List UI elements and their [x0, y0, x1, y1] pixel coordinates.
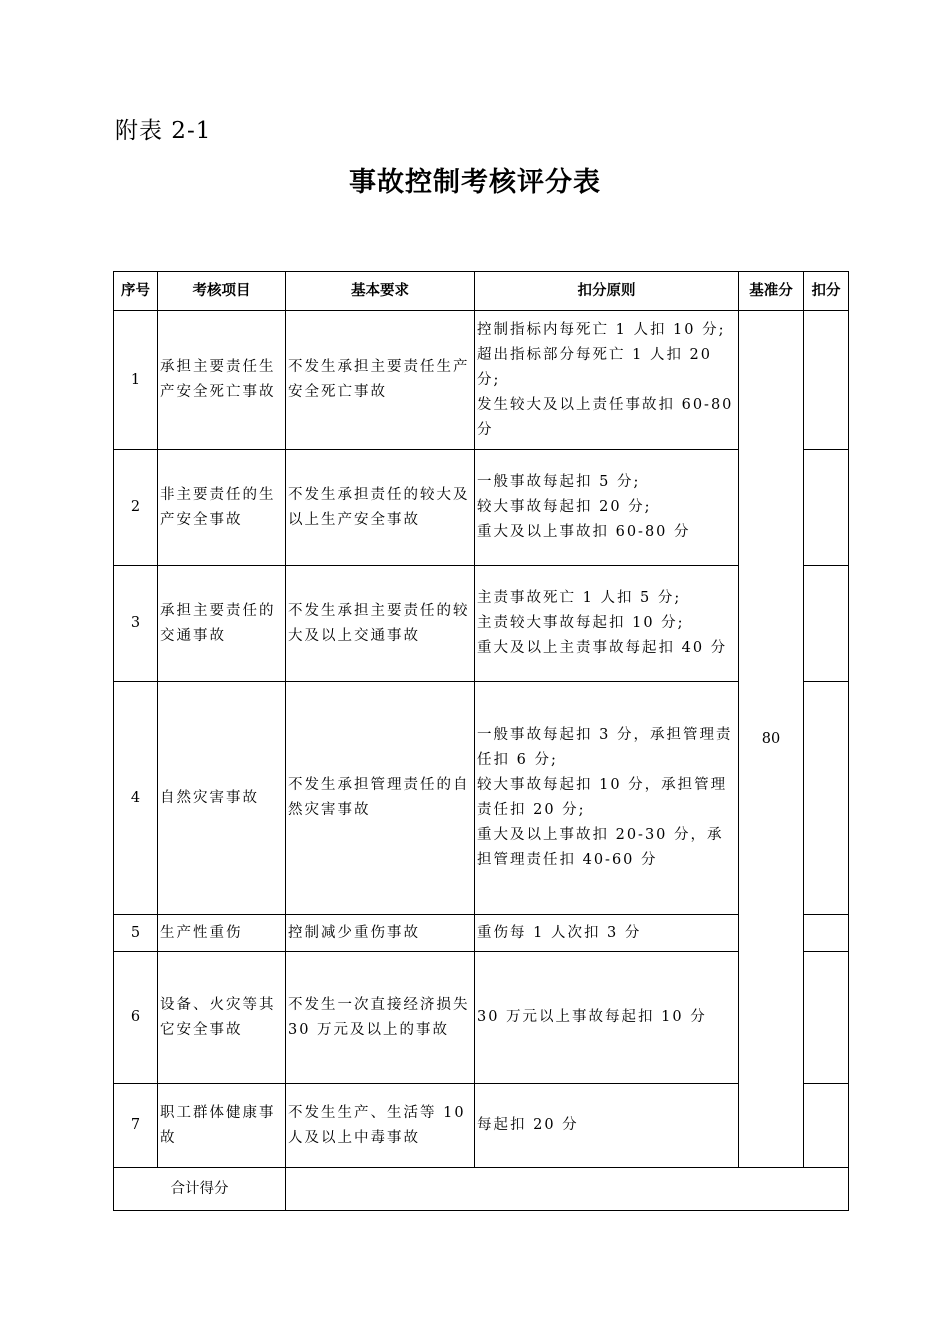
deduction-cell[interactable]	[804, 682, 849, 915]
rule-line: 超出指标部分每死亡 1 人扣 20 分;	[477, 346, 713, 388]
rule-line: 重大及以上事故扣 20-30 分，承担管理责任扣 40-60 分	[477, 827, 724, 868]
rule-line: 控制指标内每死亡 1 人扣 10 分;	[477, 321, 726, 338]
scoring-table	[113, 271, 849, 1211]
row-seq: 1	[114, 311, 158, 450]
table-row	[114, 915, 849, 952]
row-rules	[475, 1084, 739, 1168]
total-row	[114, 1168, 849, 1211]
header-requirement: 基本要求	[286, 272, 475, 311]
table-row	[114, 450, 849, 566]
row-requirement: 不发生承担主要责任生产安全死亡事故	[286, 311, 475, 450]
row-item: 非主要责任的生产安全事故	[158, 450, 286, 566]
header-deduction: 扣分	[804, 272, 849, 311]
rule-line: 重大及以上事故扣 60-80 分	[477, 524, 691, 540]
row-item: 承担主要责任的交通事故	[158, 566, 286, 682]
deduction-cell[interactable]	[804, 311, 849, 450]
row-seq: 5	[114, 915, 158, 952]
row-seq: 7	[114, 1084, 158, 1168]
base-score-cell: 80	[739, 311, 804, 1168]
row-requirement: 不发生承担主要责任的较大及以上交通事故	[286, 566, 475, 682]
row-requirement: 不发生承担管理责任的自然灾害事故	[286, 682, 475, 915]
rule-line: 重大及以上主责事故每起扣 40 分	[477, 640, 728, 656]
rule-line: 重伤每 1 人次扣 3 分	[477, 924, 642, 941]
row-requirement: 不发生一次直接经济损失 30 万元及以上的事故	[286, 952, 475, 1084]
rule-line: 30 万元以上事故每起扣 10 分	[477, 1009, 707, 1025]
row-rules	[475, 311, 739, 450]
row-item: 职工群体健康事故	[158, 1084, 286, 1168]
table-header-row	[114, 272, 849, 311]
row-rules	[475, 450, 739, 566]
header-seq: 序号	[114, 272, 158, 311]
row-seq: 6	[114, 952, 158, 1084]
row-seq: 3	[114, 566, 158, 682]
deduction-cell[interactable]	[804, 952, 849, 1084]
row-requirement: 不发生承担责任的较大及以上生产安全事故	[286, 450, 475, 566]
row-seq: 4	[114, 682, 158, 915]
row-item: 承担主要责任生产安全死亡事故	[158, 311, 286, 450]
table-row	[114, 952, 849, 1084]
header-item: 考核项目	[158, 272, 286, 311]
row-rules	[475, 915, 739, 952]
appendix-label: 附表 2-1	[115, 118, 212, 144]
deduction-cell[interactable]	[804, 1084, 849, 1168]
row-requirement: 不发生生产、生活等 10 人及以上中毒事故	[286, 1084, 475, 1168]
rule-line: 主责事故死亡 1 人扣 5 分;	[477, 590, 682, 606]
row-seq: 2	[114, 450, 158, 566]
page-title: 事故控制考核评分表	[349, 167, 601, 198]
table-row	[114, 311, 849, 450]
deduction-cell[interactable]	[804, 566, 849, 682]
deduction-cell[interactable]	[804, 450, 849, 566]
row-item: 设备、火灾等其它安全事故	[158, 952, 286, 1084]
row-rules	[475, 952, 739, 1084]
deduction-cell[interactable]	[804, 915, 849, 952]
rule-line: 发生较大及以上责任事故扣 60-80 分	[477, 396, 734, 438]
table-row	[114, 566, 849, 682]
rule-line: 较大事故每起扣 20 分;	[477, 499, 652, 515]
row-item: 生产性重伤	[158, 915, 286, 952]
row-rules	[475, 566, 739, 682]
row-requirement: 控制减少重伤事故	[286, 915, 475, 952]
rule-line: 一般事故每起扣 3 分，承担管理责任扣 6 分;	[477, 727, 733, 768]
rule-line: 每起扣 20 分	[477, 1117, 579, 1133]
table-row	[114, 1084, 849, 1168]
rule-line: 主责较大事故每起扣 10 分;	[477, 615, 685, 631]
rule-line: 较大事故每起扣 10 分，承担管理责任扣 20 分;	[477, 777, 728, 818]
total-label: 合计得分	[114, 1168, 286, 1211]
header-base-score: 基准分	[739, 272, 804, 311]
total-score-cell[interactable]	[286, 1168, 849, 1211]
table-row	[114, 682, 849, 915]
rule-line: 一般事故每起扣 5 分;	[477, 474, 641, 490]
row-rules	[475, 682, 739, 915]
header-deduction-rule: 扣分原则	[475, 272, 739, 311]
row-item: 自然灾害事故	[158, 682, 286, 915]
